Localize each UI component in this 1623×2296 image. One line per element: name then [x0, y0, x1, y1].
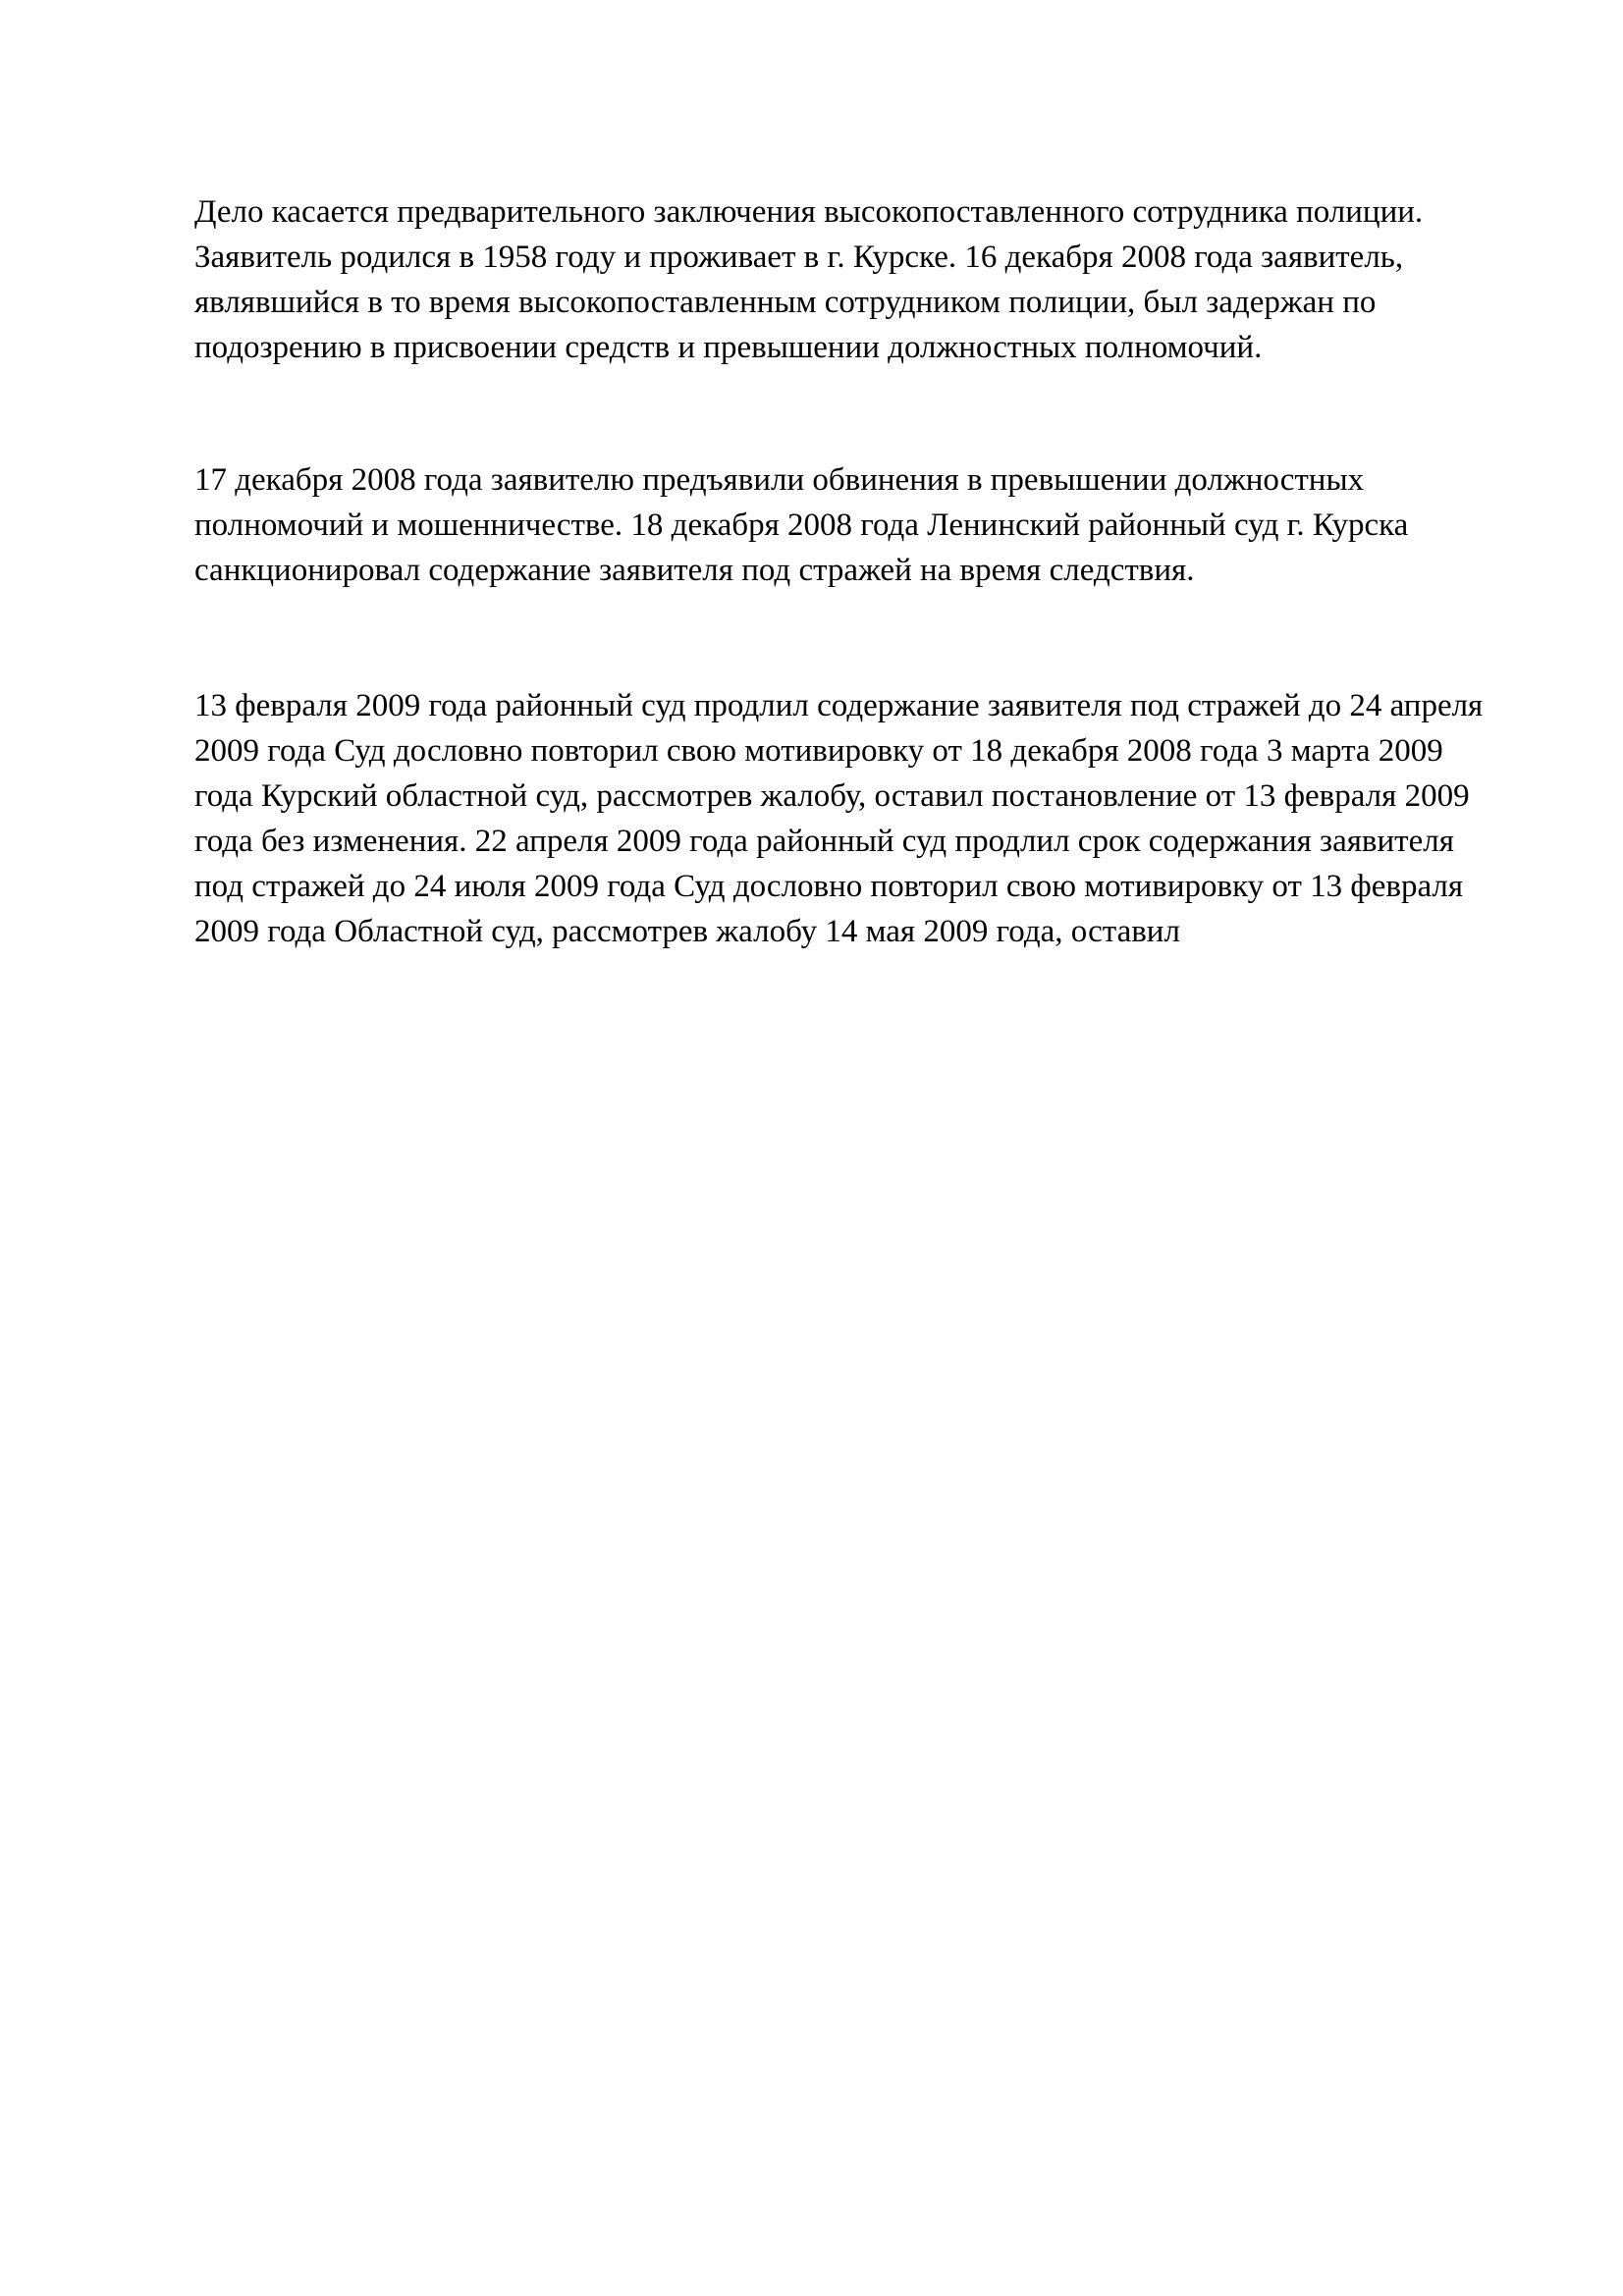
paragraph-line: под стражей до 24 июля 2009 года Суд дословно повторил свою мотивировку от 13 февраля [194, 869, 1464, 904]
paragraph-charges [194, 457, 1510, 593]
paragraph-line: санкционировал содержание заявителя под стражей на время следствия. [194, 553, 1195, 588]
paragraph-line: года Курский областной суд, рассмотрев жалобу, оставил постановление от 13 февраля 2009 [194, 778, 1470, 814]
paragraph-line: полномочий и мошенничестве. 18 декабря 2008 года Ленинский районный суд г. Курска [194, 507, 1409, 543]
paragraph-line: Заявитель родился в 1958 году и проживает в г. Курске. 16 декабря 2008 года заявитель, [194, 240, 1404, 275]
paragraph-line: подозрению в присвоении средств и превышении должностных полномочий. [194, 330, 1263, 365]
paragraph-line: 13 февраля 2009 года районный суд продлил содержание заявителя под стражей до 24 апреля [194, 688, 1484, 723]
paragraph-line: Дело касается предварительного заключения высокопоставленного сотрудника полиции. [194, 194, 1424, 230]
paragraph-detention-extensions [194, 683, 1510, 954]
paragraph-line: являвшийся в то время высокопоставленным сотрудником полиции, был задержан по [194, 285, 1377, 320]
paragraph-line: 2009 года Областной суд, рассмотрев жалобу 14 мая 2009 года, оставил [194, 914, 1180, 949]
paragraph-line: года без изменения. 22 апреля 2009 года районный суд продлил срок содержания заявителя [194, 824, 1454, 859]
paragraph-line: 2009 года Суд дословно повторил свою мотивировку от 18 декабря 2008 года 3 марта 2009 [194, 733, 1443, 769]
paragraph-line: 17 декабря 2008 года заявителю предъявили обвинения в превышении должностных [194, 462, 1365, 498]
paragraph-case-summary [194, 189, 1510, 370]
